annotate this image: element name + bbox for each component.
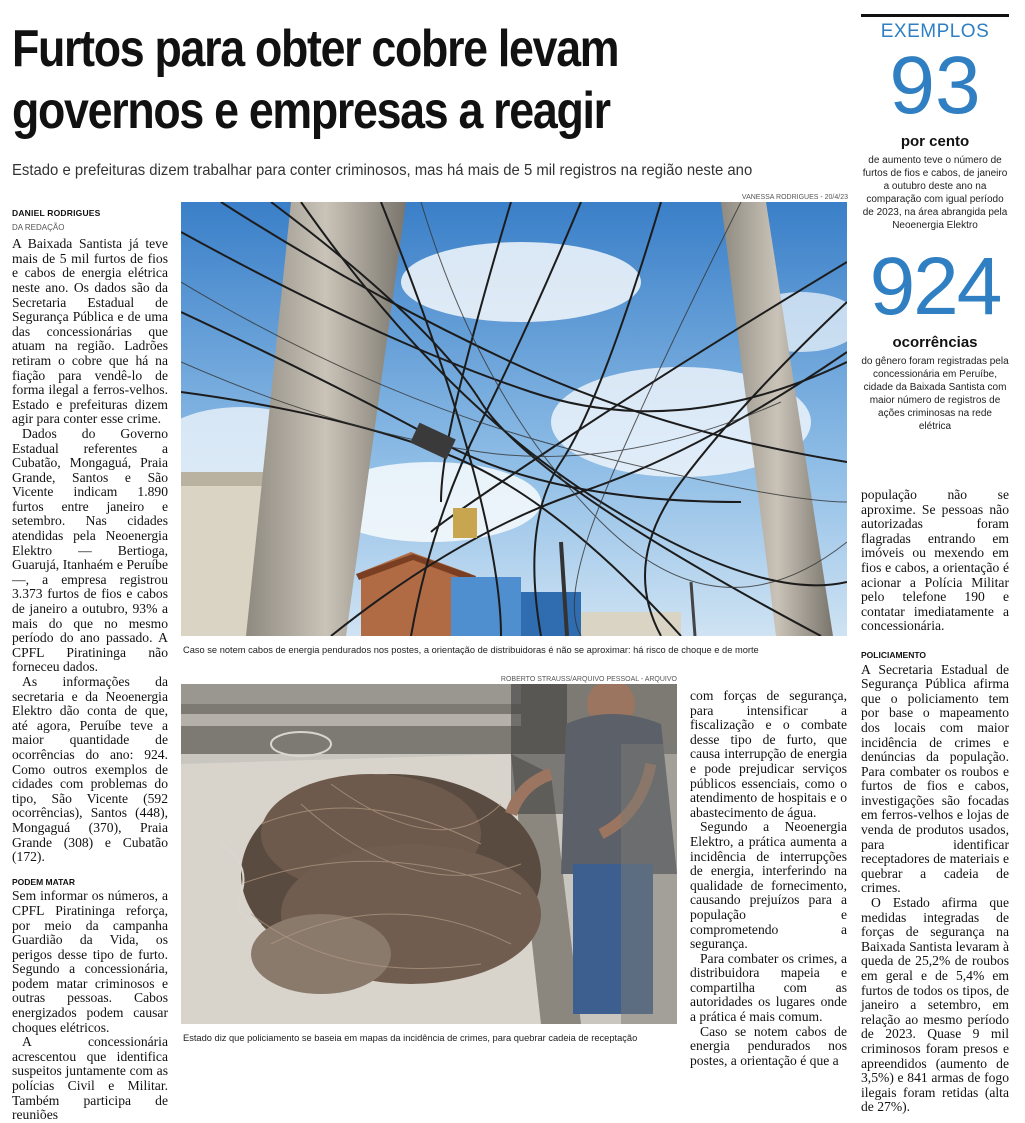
- byline-desk: DA REDAÇÃO: [12, 222, 65, 232]
- paragraph: Segundo a Neoenergia Elektro, a prática aumenta a incidência de interrupções de energia, interferindo na qualidade de fornecimento, causando prejuízos para a população e comprometendo a segurança.: [690, 819, 847, 952]
- headline-line-1: Furtos para obter cobre levam: [12, 20, 619, 78]
- paragraph: A concessionária acrescentou que identifica suspeitos juntamente com as polícias Civil e Militar. Também participa de reuniões: [12, 1034, 168, 1123]
- photo-credit: VANESSA RODRIGUES - 20/4/23: [741, 194, 848, 201]
- photo-caption: Estado diz que policiamento se baseia em mapas da incidência de crimes, para quebrar cadeia de receptação: [183, 1033, 638, 1043]
- headline-line-2: governos e empresas a reagir: [12, 82, 610, 140]
- sidebar-title: EXEMPLOS: [880, 21, 990, 42]
- photo-stolen-copper-cables: [181, 684, 677, 1024]
- photo-power-lines: [181, 202, 847, 636]
- paragraph: Sem informar os números, a CPFL Piratininga reforça, por meio da campanha Guardião da Vida, os perigos desse tipo de furto. Segundo a concessionária, podem matar criminosos e outras pessoas. Cabos energizados podem causar choques elétricos.: [12, 888, 168, 1035]
- article-column-1: [12, 206, 168, 1123]
- section-heading: PODEM MATAR: [12, 876, 75, 887]
- paragraph: com forças de segurança, para intensificar a fiscalização e o combate desse tipo de furto, que causa interrupção de energia e pode prejudicar serviços públicos essenciais, como o atendimento de hospitais e o abastecimento de água.: [690, 688, 847, 820]
- sidebar-examples: [861, 14, 1009, 433]
- paragraph: O Estado afirma que medidas integradas de forças de segurança na Baixada Santista levaram à queda de 25,2% de roubos em geral e de 5,4% em furtos de todos os tipos, de janeiro a setembro, em relação ao mesmo período de 2023. Quase 9 mil criminosos foram presos e apreendidos (aumento de 3,5%) e 841 armas de fogo ilegais foram retidas (alta de 27%).: [861, 895, 1009, 1115]
- stat-label: ocorrências: [892, 334, 978, 351]
- subheadline: Estado e prefeituras dizem trabalhar para conter criminosos, mas há mais de 5 mil registros na região neste ano: [12, 162, 753, 179]
- paragraph: A Baixada Santista já teve mais de 5 mil furtos de fios e cabos de energia elétrica neste ano. Os dados são da Secretaria Estadual de Segurança Pública e de uma das concessionárias que atuam na região. Ladrões retiram o cobre que há na fiação para vendê-lo de forma ilegal a ferros-velhos. Estado e prefeituras dizem agir para conter esse crime.: [12, 236, 168, 427]
- article-column-2: [690, 689, 847, 1068]
- stat-label: por cento: [900, 133, 970, 150]
- paragraph: Caso se notem cabos de energia pendurados nos postes, a orientação é que a: [690, 1023, 847, 1068]
- headline: [12, 18, 726, 142]
- photo-credit: ROBERTO STRAUSS/ARQUIVO PESSOAL - ARQUIVO: [500, 676, 677, 683]
- paragraph: população não se aproxime. Se pessoas não autorizadas foram flagradas entrando em imóveis ou mexendo em fios e cabos, a orientação é acionar a Polícia Militar pelo telefone 190 e contatar imediatamente a concessionária.: [861, 487, 1009, 634]
- paragraph: Para combater os crimes, a distribuidora mapeia e compartilha com as autoridades os lugares onde a prática é mais comum.: [690, 950, 847, 1025]
- paragraph: A Secretaria Estadual de Segurança Pública afirma que o policiamento tem por base o mapeamento dos locais com maior incidência de crimes e denúncias da população. Para combater os roubos e furtos de fios e cabos, investigações são focadas em ferros-velhos e lojas de venda de produtos usados, para identificar receptadores de materiais e quebrar a cadeia de crimes.: [861, 661, 1009, 896]
- photo-stolen-copper-cables-image: [181, 684, 677, 1024]
- stat-description: do gênero foram registradas pela concessionária em Peruíbe, cidade da Baixada Santista com maior número de registros de ações criminosas na rede elétrica: [861, 356, 1009, 432]
- article-column-3: [861, 488, 1009, 1115]
- stat-description: de aumento teve o número de furtos de fios e cabos, de janeiro a outubro deste ano na comparação com igual período de 2023, na área abrangida pela Neoenergia Elektro: [862, 155, 1008, 231]
- paragraph: As informações da secretaria e da Neoenergia Elektro dão conta de que, até agora, Peruíbe teve a maior quantidade de ocorrências do ano: 924. Como outros exemplos de cidades com problemas do tipo, São Vicente (592 ocorrências), Santos (448), Mongaguá (370), Praia Grande (308) e Cubatão (172).: [12, 674, 168, 865]
- byline-author: DANIEL RODRIGUES: [12, 208, 101, 218]
- paragraph: Dados do Governo Estadual referentes a Cubatão, Mongaguá, Praia Grande, Santos e São Vicente indicam 1.890 furtos entre janeiro e setembro. Nas cidades atendidas pela Neoenergia Elektro — Bertioga, Guarujá, Itanhaém e Peruíbe —, a empresa registrou 3.373 furtos de fios e cabos de janeiro a outubro, 93% a mais do que no mesmo período do ano passado. A CPFL Piratininga não forneceu dados.: [12, 425, 168, 675]
- section-heading: POLICIAMENTO: [861, 649, 927, 660]
- stat-number: 924: [869, 241, 1001, 332]
- photo-power-lines-image: [181, 202, 847, 636]
- sidebar-top-rule: [861, 14, 1009, 17]
- stat-number: 93: [889, 40, 981, 131]
- photo-caption: Caso se notem cabos de energia pendurados nos postes, a orientação de distribuidoras é não se aproximar: há risco de choque e de morte: [183, 645, 759, 655]
